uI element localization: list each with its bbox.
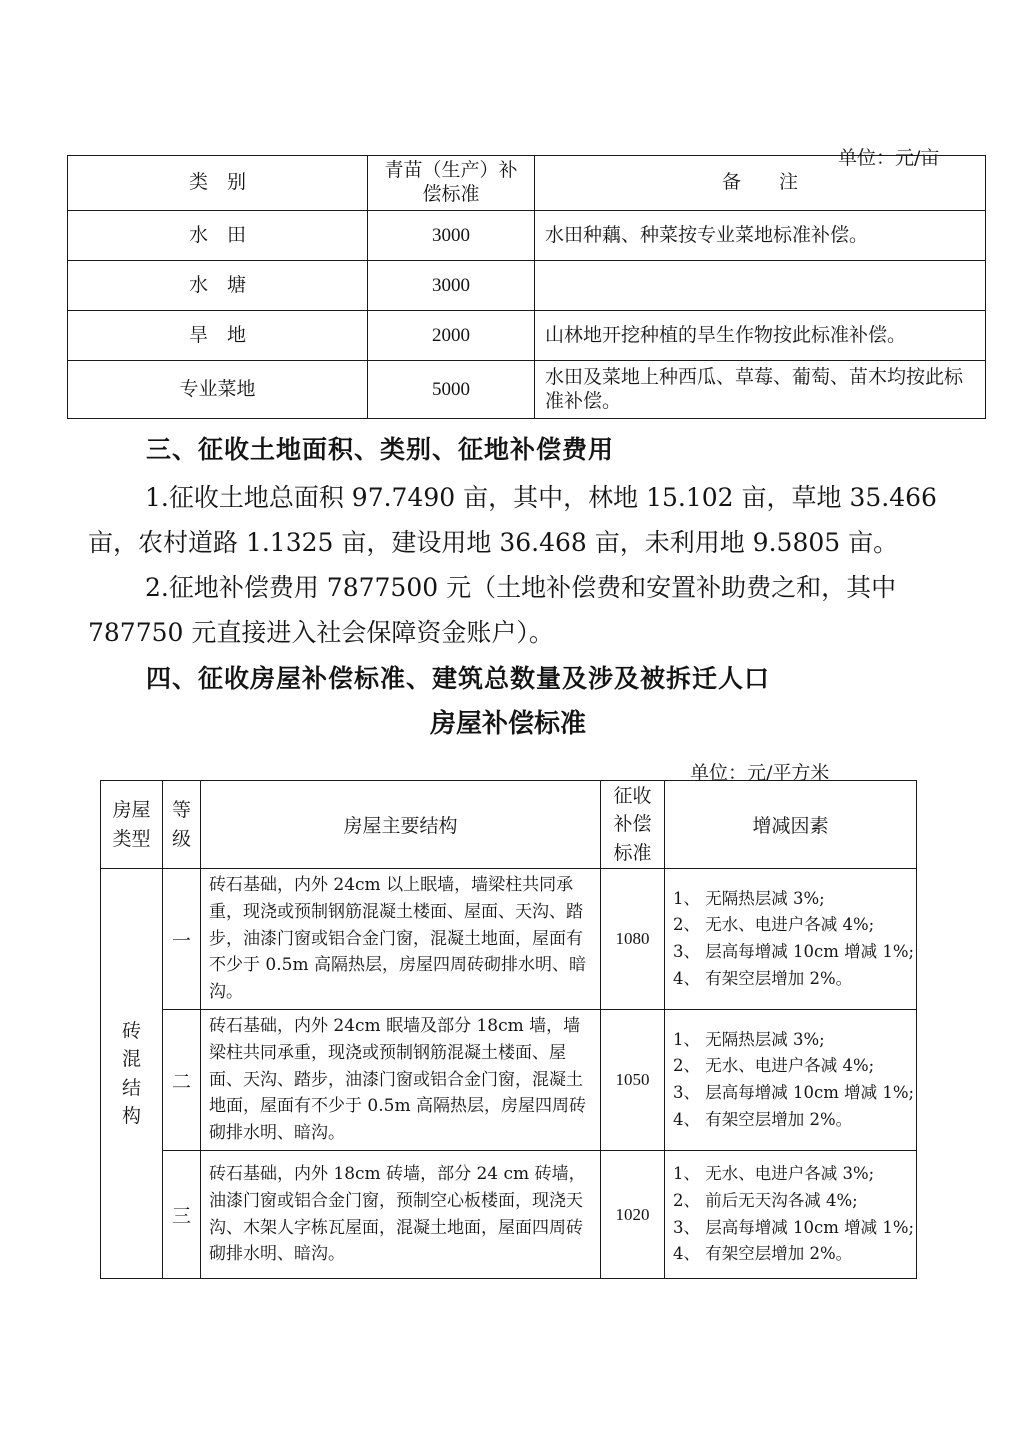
table2-header-type: 房屋类型 [101, 781, 163, 869]
table-row [68, 261, 986, 311]
factor-item: 4、 有架空层增加 2%。 [673, 1244, 853, 1264]
table1-header-category: 类 别 [68, 156, 368, 211]
table2-header-row [101, 781, 917, 869]
section3-heading: 三、征收土地面积、类别、征地补偿费用 [146, 435, 615, 464]
table1-cell-remark: 山林地开挖种植的旱生作物按此标准补偿。 [535, 311, 986, 361]
table2-cell-standard: 1020 [601, 1151, 665, 1279]
factor-item: 1、 无隔热层减 3%; [673, 1029, 825, 1049]
factor-item: 3、 层高每增减 10cm 增减 1%; [673, 1083, 915, 1102]
table1-cell-category: 旱 地 [68, 311, 368, 361]
table2-cell-factors [665, 869, 917, 1010]
factor-item: 1、 无水、电进户各减 3%; [673, 1164, 875, 1184]
table2-cell-structure: 砖石基础，内外 24cm 以上眠墙，墙梁柱共同承重，现浇或预制钢筋混凝土楼面、屋面、天沟、踏步，油漆门窗或铝合金门窗，混凝土地面，屋面有不少于 0.5m 高隔热层，房屋四周砖砌排水明、暗沟。 [201, 869, 601, 1010]
table-row [68, 311, 986, 361]
table2-cell-structure: 砖石基础，内外 24cm 眠墙及部分 18cm 墙，墙梁柱共同承重，现浇或预制钢筋混凝土楼面、屋面、天沟、踏步，油漆门窗或铝合金门窗，混凝土地面，屋面有不少于 0.5m 高隔热层，房屋四周砖砌排水明、暗沟。 [201, 1010, 601, 1151]
table1-cell-standard: 2000 [368, 311, 535, 361]
table1-cell-category: 专业菜地 [68, 361, 368, 419]
table1-cell-remark [535, 261, 986, 311]
table1-cell-standard: 3000 [368, 211, 535, 261]
table-row [101, 869, 917, 1010]
table2-cell-standard: 1080 [601, 869, 665, 1010]
house-table-title: 房屋补偿标准 [430, 709, 587, 739]
table2-header-structure: 房屋主要结构 [201, 781, 601, 869]
factor-item: 1、 无隔热层减 3%; [673, 888, 825, 908]
table1-cell-remark: 水田种藕、种菜按专业菜地标准补偿。 [535, 211, 986, 261]
section4-heading: 四、征收房屋补偿标准、建筑总数量及涉及被拆迁人口 [146, 664, 771, 693]
table2-header-standard: 征收补偿标准 [601, 781, 665, 869]
table2-cell-factors [665, 1151, 917, 1279]
table2-header-grade: 等级 [163, 781, 201, 869]
table1-header-remark: 备 注 [535, 156, 986, 211]
table1-header-standard: 青苗（生产）补偿标准 [368, 156, 535, 211]
table-row [101, 1010, 917, 1151]
factor-item: 4、 有架空层增加 2%。 [673, 968, 853, 988]
section3-para1-line1: 1.征收土地总面积 97.7490 亩，其中，林地 15.102 亩，草地 35.466 [145, 483, 937, 512]
factor-item: 2、 无水、电进户各减 4%; [673, 915, 875, 935]
table1-cell-standard: 5000 [368, 361, 535, 419]
table2-cell-grade: 二 [163, 1010, 201, 1151]
table2-cell-structure: 砖石基础，内外 18cm 砖墙，部分 24 cm 砖墙，油漆门窗或铝合金门窗，预制空心板楼面，现浇天沟、木架人字栋瓦屋面，混凝土地面，屋面四周砖砌排水明、暗沟。 [201, 1151, 601, 1279]
seedling-compensation-table [67, 155, 986, 419]
table1-header-row [68, 156, 986, 211]
table1-cell-category: 水 田 [68, 211, 368, 261]
section3-para2-line1: 2.征地补偿费用 7877500 元（土地补偿费和安置补助费之和，其中 [145, 573, 897, 602]
table1-unit: 单位：元/亩 [838, 147, 940, 169]
table2-cell-grade: 三 [163, 1151, 201, 1279]
table2-cell-standard: 1050 [601, 1010, 665, 1151]
table2-header-factors: 增减因素 [665, 781, 917, 869]
table1-cell-remark: 水田及菜地上种西瓜、草莓、葡萄、苗木均按此标准补偿。 [535, 361, 986, 419]
factor-item: 4、 有架空层增加 2%。 [673, 1109, 853, 1129]
table-row [101, 1151, 917, 1279]
section3-para2-line2: 787750 元直接进入社会保障资金账户）。 [88, 618, 554, 647]
table1-cell-standard: 3000 [368, 261, 535, 311]
section3-para1-line2: 亩，农村道路 1.1325 亩，建设用地 36.468 亩，未利用地 9.5805 亩。 [88, 528, 899, 557]
table-row [68, 361, 986, 419]
factor-item: 2、 前后无天沟各减 4%; [673, 1190, 858, 1210]
table2-cell-factors [665, 1010, 917, 1151]
house-compensation-table [100, 780, 917, 1279]
factor-item: 3、 层高每增减 10cm 增减 1%; [673, 942, 915, 961]
factor-item: 3、 层高每增减 10cm 增减 1%; [673, 1217, 915, 1237]
table-row [68, 211, 986, 261]
table2-cell-grade: 一 [163, 869, 201, 1010]
table1-cell-category: 水 塘 [68, 261, 368, 311]
table2-unit: 单位：元/平方米 [690, 762, 830, 784]
table2-cell-type: 砖混结构 [101, 869, 163, 1279]
factor-item: 2、 无水、电进户各减 4%; [673, 1056, 875, 1076]
